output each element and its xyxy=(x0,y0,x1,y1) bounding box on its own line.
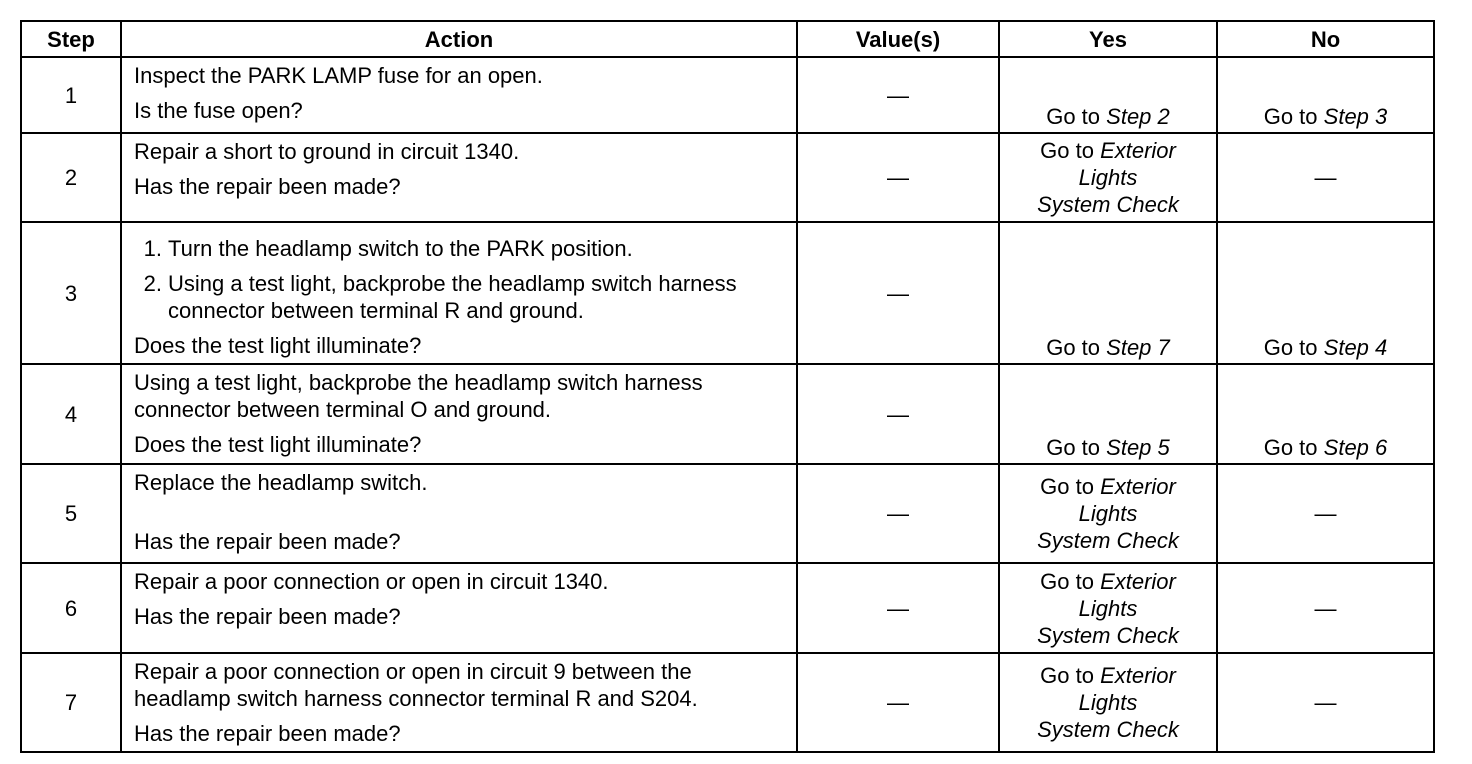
no-cell xyxy=(1217,364,1434,464)
yes-target-link[interactable]: System Check xyxy=(1037,192,1179,217)
no-prefix: Go to xyxy=(1263,104,1318,129)
yes-target-link[interactable]: Exterior xyxy=(1100,474,1176,499)
yes-prefix: Go to xyxy=(1046,104,1101,129)
action-cell xyxy=(121,563,797,653)
value-cell: — xyxy=(797,464,999,563)
no-cell: — xyxy=(1217,653,1434,752)
diagnostic-table xyxy=(20,20,1435,753)
yes-target-link[interactable]: Lights xyxy=(1078,595,1138,621)
yes-target-link[interactable]: System Check xyxy=(1037,622,1179,648)
no-target-link[interactable]: Step 6 xyxy=(1323,435,1388,460)
list-item-text: Turn the headlamp switch to the PARK position. xyxy=(168,236,633,261)
yes-target-link[interactable]: Lights xyxy=(1078,501,1138,526)
action-question: Is the fuse open? xyxy=(134,98,303,123)
list-item-text: Using a test light, backprobe the headlamp switch harness connector between terminal R and ground. xyxy=(168,271,737,323)
step-number: 5 xyxy=(21,464,121,563)
yes-prefix: Go to xyxy=(1040,138,1094,163)
value-cell: — xyxy=(797,563,999,653)
action-text: Inspect the PARK LAMP fuse for an open. xyxy=(134,63,543,88)
yes-prefix: Go to xyxy=(1046,335,1101,360)
yes-target-link[interactable]: Exterior xyxy=(1100,138,1176,163)
yes-target-link[interactable]: Exterior xyxy=(1100,568,1176,594)
yes-prefix: Go to xyxy=(1040,474,1094,499)
value-cell: — xyxy=(797,57,999,133)
no-cell: — xyxy=(1217,133,1434,222)
yes-prefix: Go to xyxy=(1040,663,1094,688)
no-prefix: Go to xyxy=(1263,335,1318,360)
yes-cell xyxy=(999,464,1217,563)
action-text: Repair a poor connection or open in circuit 1340. xyxy=(134,569,609,594)
step-number: 3 xyxy=(21,222,121,364)
action-question: Has the repair been made? xyxy=(134,174,401,199)
action-question: Has the repair been made? xyxy=(134,529,401,554)
yes-cell xyxy=(999,133,1217,222)
value-cell: — xyxy=(797,364,999,464)
yes-target-link[interactable]: Step 7 xyxy=(1106,335,1170,360)
action-question: Does the test light illuminate? xyxy=(134,333,422,358)
no-target-link[interactable]: Step 3 xyxy=(1323,104,1388,129)
yes-cell xyxy=(999,563,1217,653)
action-question: Has the repair been made? xyxy=(134,721,401,746)
yes-cell xyxy=(999,364,1217,464)
no-cell xyxy=(1217,222,1434,364)
yes-target-link[interactable]: Step 2 xyxy=(1106,104,1170,129)
table-row xyxy=(21,57,1434,133)
no-cell: — xyxy=(1217,464,1434,563)
table-row xyxy=(21,222,1434,364)
table-row xyxy=(21,653,1434,752)
table-row xyxy=(21,464,1434,563)
no-prefix: Go to xyxy=(1263,435,1318,460)
list-item xyxy=(143,235,786,262)
action-cell xyxy=(121,57,797,133)
action-text: Repair a poor connection or open in circuit 9 between the headlamp switch harness connector terminal R and S204. xyxy=(134,659,698,711)
step-number: 6 xyxy=(21,563,121,653)
table-row xyxy=(21,364,1434,464)
header-action: Action xyxy=(121,21,797,57)
action-cell xyxy=(121,653,797,752)
yes-target-link[interactable]: Lights xyxy=(1078,165,1138,190)
action-cell xyxy=(121,364,797,464)
yes-cell xyxy=(999,57,1217,133)
yes-cell xyxy=(999,653,1217,752)
yes-target-link[interactable]: System Check xyxy=(1037,717,1179,742)
header-no: No xyxy=(1217,21,1434,57)
header-row xyxy=(21,21,1434,57)
no-cell xyxy=(1217,57,1434,133)
value-cell: — xyxy=(797,653,999,752)
table-row xyxy=(21,133,1434,222)
header-values: Value(s) xyxy=(797,21,999,57)
action-cell xyxy=(121,222,797,364)
header-step: Step xyxy=(21,21,121,57)
action-cell xyxy=(121,464,797,563)
list-item-number: 1. xyxy=(143,236,162,261)
yes-cell xyxy=(999,222,1217,364)
table-row xyxy=(21,563,1434,653)
yes-target-link[interactable]: Lights xyxy=(1078,690,1138,715)
step-number: 7 xyxy=(21,653,121,752)
value-cell: — xyxy=(797,133,999,222)
yes-target-link[interactable]: Step 5 xyxy=(1106,435,1170,460)
yes-prefix: Go to xyxy=(1046,435,1101,460)
action-text: Repair a short to ground in circuit 1340. xyxy=(134,139,520,164)
action-text: Replace the headlamp switch. xyxy=(134,470,428,495)
step-number: 2 xyxy=(21,133,121,222)
action-question: Does the test light illuminate? xyxy=(134,432,422,457)
no-target-link[interactable]: Step 4 xyxy=(1323,335,1388,360)
no-cell: — xyxy=(1217,563,1434,653)
action-text: Using a test light, backprobe the headlamp switch harness connector between terminal O and ground. xyxy=(134,370,703,422)
list-item-number: 2. xyxy=(143,271,162,296)
action-question: Has the repair been made? xyxy=(134,604,401,629)
yes-target-link[interactable]: System Check xyxy=(1037,528,1179,553)
value-cell: — xyxy=(797,222,999,364)
step-number: 1 xyxy=(21,57,121,133)
yes-target-link[interactable]: Exterior xyxy=(1100,663,1176,688)
step-number: 4 xyxy=(21,364,121,464)
action-list xyxy=(134,235,786,324)
action-cell xyxy=(121,133,797,222)
header-yes: Yes xyxy=(999,21,1217,57)
list-item xyxy=(143,270,786,324)
yes-prefix: Go to xyxy=(1040,568,1094,594)
